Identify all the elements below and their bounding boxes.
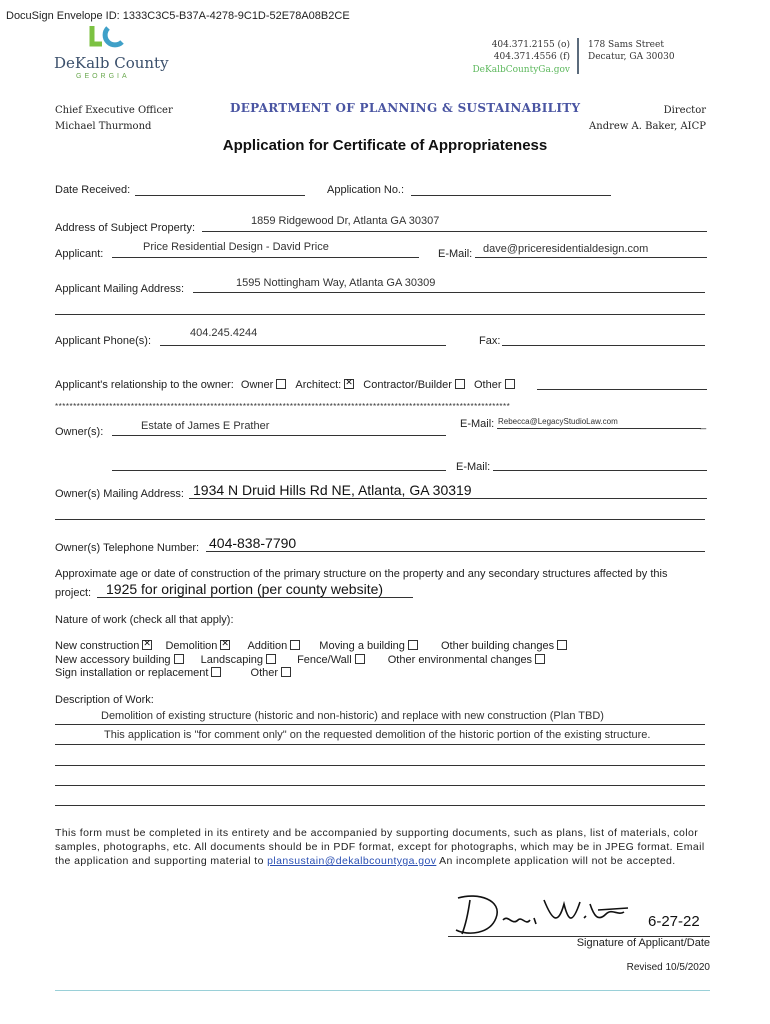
signature-label: Signature of Applicant/Date xyxy=(576,937,710,949)
phone-value: 404.245.4244 xyxy=(190,327,258,339)
owners-field-2[interactable] xyxy=(112,470,446,471)
signature-date: 6-27-22 xyxy=(648,913,700,930)
address-line-2: Decatur, GA 30030 xyxy=(588,52,675,62)
nw-other-label: Other xyxy=(250,667,279,679)
address-value: 1859 Ridgewood Dr, Atlanta GA 30307 xyxy=(251,215,440,227)
owners-field[interactable] xyxy=(112,435,446,436)
rel-contractor-checkbox[interactable] xyxy=(455,379,465,389)
description-field-4[interactable] xyxy=(55,785,705,786)
age-label: Approximate age or date of construction of the primary structure on the property and any secondary structures affected by this xyxy=(55,568,668,580)
instructions-text-1: This form must be completed in its entirety and be accompanied by supporting documents, such as plans, list of materials, color samples, photographs, etc. All documents should be in PDF format, except for photographs, which may be in JPEG format. Email the application and supporting material to xyxy=(55,827,705,867)
mailing-field[interactable] xyxy=(193,292,705,293)
mailing-label: Applicant Mailing Address: xyxy=(55,283,185,295)
department-name: DEPARTMENT OF PLANNING & SUSTAINABILITY xyxy=(230,101,581,115)
owner-mailing-value: 1934 N Druid Hills Rd NE, Atlanta, GA 30319 xyxy=(193,482,472,498)
owner-phone-field[interactable] xyxy=(206,551,705,552)
revised-date: Revised 10/5/2020 xyxy=(626,962,710,973)
nature-row-1 xyxy=(55,640,567,652)
logo-subtext: GEORGIA xyxy=(76,73,130,80)
applicant-email-label: E-Mail: xyxy=(438,248,473,260)
rel-architect-checkbox[interactable] xyxy=(344,379,354,389)
relationship-label: Applicant's relationship to the owner: xyxy=(55,379,234,391)
website-link[interactable]: DeKalbCountyGa.gov xyxy=(472,65,570,75)
applicant-field[interactable] xyxy=(112,257,419,258)
owners-value: Estate of James E Prather xyxy=(141,420,270,432)
description-field-2[interactable] xyxy=(55,744,705,745)
owner-email-field-2[interactable] xyxy=(493,470,707,471)
nw-sign-label: Sign installation or replacement xyxy=(55,667,209,679)
rel-owner-label: Owner xyxy=(240,379,274,391)
rel-architect-label: Architect: xyxy=(295,379,342,391)
owner-phone-value: 404-838-7790 xyxy=(209,535,297,551)
age-field[interactable] xyxy=(97,597,413,598)
nature-label: Nature of work (check all that apply): xyxy=(55,614,234,626)
phone-label: Applicant Phone(s): xyxy=(55,335,151,347)
ceo-name: Michael Thurmond xyxy=(55,121,152,132)
address-field[interactable] xyxy=(202,231,707,232)
nw-landscaping-checkbox[interactable] xyxy=(266,654,276,664)
owners-label: Owner(s): xyxy=(55,426,104,438)
director-name: Andrew A. Baker, AICP xyxy=(589,121,706,132)
dekalb-logo-icon xyxy=(88,24,128,50)
nw-other-env-label: Other environmental changes xyxy=(387,654,533,666)
nw-new-accessory-checkbox[interactable] xyxy=(174,654,184,664)
envelope-id: DocuSign Envelope ID: 1333C3C5-B37A-4278-9C1D-52E78A08B2CE xyxy=(6,10,350,22)
description-line-2: This application is "for comment only" on the requested demolition of the historic portion of the existing structure. xyxy=(104,729,651,741)
submission-email-link[interactable]: plansustain@dekalbcountyga.gov xyxy=(267,855,437,867)
applicant-signature xyxy=(448,890,638,940)
nature-row-2 xyxy=(55,654,545,666)
age-value: 1925 for original portion (per county website) xyxy=(106,581,384,597)
owner-mailing-label: Owner(s) Mailing Address: xyxy=(55,488,184,500)
owner-email-label: E-Mail: xyxy=(460,418,495,430)
nw-addition-checkbox[interactable] xyxy=(290,640,300,650)
nw-demolition-checkbox[interactable] xyxy=(220,640,230,650)
owner-email-label-2: E-Mail: xyxy=(456,461,491,473)
applicant-label: Applicant: xyxy=(55,248,104,260)
date-received-label: Date Received: xyxy=(55,184,131,196)
owner-mailing-field-2[interactable] xyxy=(55,519,705,520)
description-field-5[interactable] xyxy=(55,805,705,806)
instructions-text-2: An incomplete application will not be accepted. xyxy=(436,855,676,867)
nw-other-building-checkbox[interactable] xyxy=(557,640,567,650)
header-divider xyxy=(577,38,579,74)
owner-email-suffix: _ xyxy=(700,418,707,430)
nw-fence-label: Fence/Wall xyxy=(297,654,352,666)
director-title: Director xyxy=(663,105,706,116)
section-separator: ****************************************************************************************************************************** xyxy=(55,402,511,411)
nw-other-checkbox[interactable] xyxy=(281,667,291,677)
nw-other-env-checkbox[interactable] xyxy=(535,654,545,664)
logo-text: DeKalb County xyxy=(54,54,169,72)
phone-office: 404.371.2155 (o) xyxy=(491,40,570,50)
owner-email-field[interactable] xyxy=(497,428,701,429)
nw-landscaping-label: Landscaping xyxy=(200,654,264,666)
nw-new-accessory-label: New accessory building xyxy=(55,654,171,666)
owner-phone-label: Owner(s) Telephone Number: xyxy=(55,542,200,554)
description-line-1: Demolition of existing structure (historic and non-historic) and replace with new construction (Plan TBD) xyxy=(101,710,604,722)
fax-label: Fax: xyxy=(479,335,501,347)
rel-contractor-label: Contractor/Builder xyxy=(363,379,452,391)
ceo-title: Chief Executive Officer xyxy=(55,105,173,116)
description-label: Description of Work: xyxy=(55,694,154,706)
nw-other-building-label: Other building changes xyxy=(440,640,555,652)
mailing-field-2[interactable] xyxy=(55,314,705,315)
address-line-1: 178 Sams Street xyxy=(588,40,664,50)
footer-rule xyxy=(55,990,710,991)
owner-email-value: Rebecca@LegacyStudioLaw.com xyxy=(498,417,618,426)
form-title: Application for Certificate of Appropriateness xyxy=(222,137,548,154)
address-label: Address of Subject Property: xyxy=(55,222,196,234)
date-received-field[interactable] xyxy=(135,195,305,196)
rel-other-field[interactable] xyxy=(537,389,707,390)
application-no-field[interactable] xyxy=(411,195,611,196)
applicant-email-field[interactable] xyxy=(475,257,707,258)
rel-other-label: Other xyxy=(474,379,502,391)
phone-fax: 404.371.4556 (f) xyxy=(493,52,570,62)
description-field-1[interactable] xyxy=(55,724,705,725)
project-label: project: xyxy=(55,587,92,599)
nw-new-construction-checkbox[interactable] xyxy=(142,640,152,650)
applicant-value: Price Residential Design - David Price xyxy=(143,241,329,253)
instructions-paragraph xyxy=(55,826,715,868)
rel-other-checkbox[interactable] xyxy=(505,379,515,389)
nw-new-construction-label: New construction xyxy=(55,640,140,652)
nw-moving-label: Moving a building xyxy=(319,640,405,652)
owner-mailing-field[interactable] xyxy=(189,498,707,499)
nw-moving-checkbox[interactable] xyxy=(408,640,418,650)
relationship-row xyxy=(55,379,515,391)
rel-owner-checkbox[interactable] xyxy=(276,379,286,389)
mailing-value: 1595 Nottingham Way, Atlanta GA 30309 xyxy=(236,277,436,289)
application-no-label: Application No.: xyxy=(327,184,405,196)
nw-demolition-label: Demolition xyxy=(165,640,218,652)
nw-addition-label: Addition xyxy=(247,640,288,652)
applicant-email-value: dave@priceresidentialdesign.com xyxy=(483,243,649,255)
phone-field[interactable] xyxy=(160,345,446,346)
description-field-3[interactable] xyxy=(55,765,705,766)
nw-sign-checkbox[interactable] xyxy=(211,667,221,677)
nature-row-3 xyxy=(55,667,291,679)
nw-fence-checkbox[interactable] xyxy=(355,654,365,664)
fax-field[interactable] xyxy=(502,345,705,346)
